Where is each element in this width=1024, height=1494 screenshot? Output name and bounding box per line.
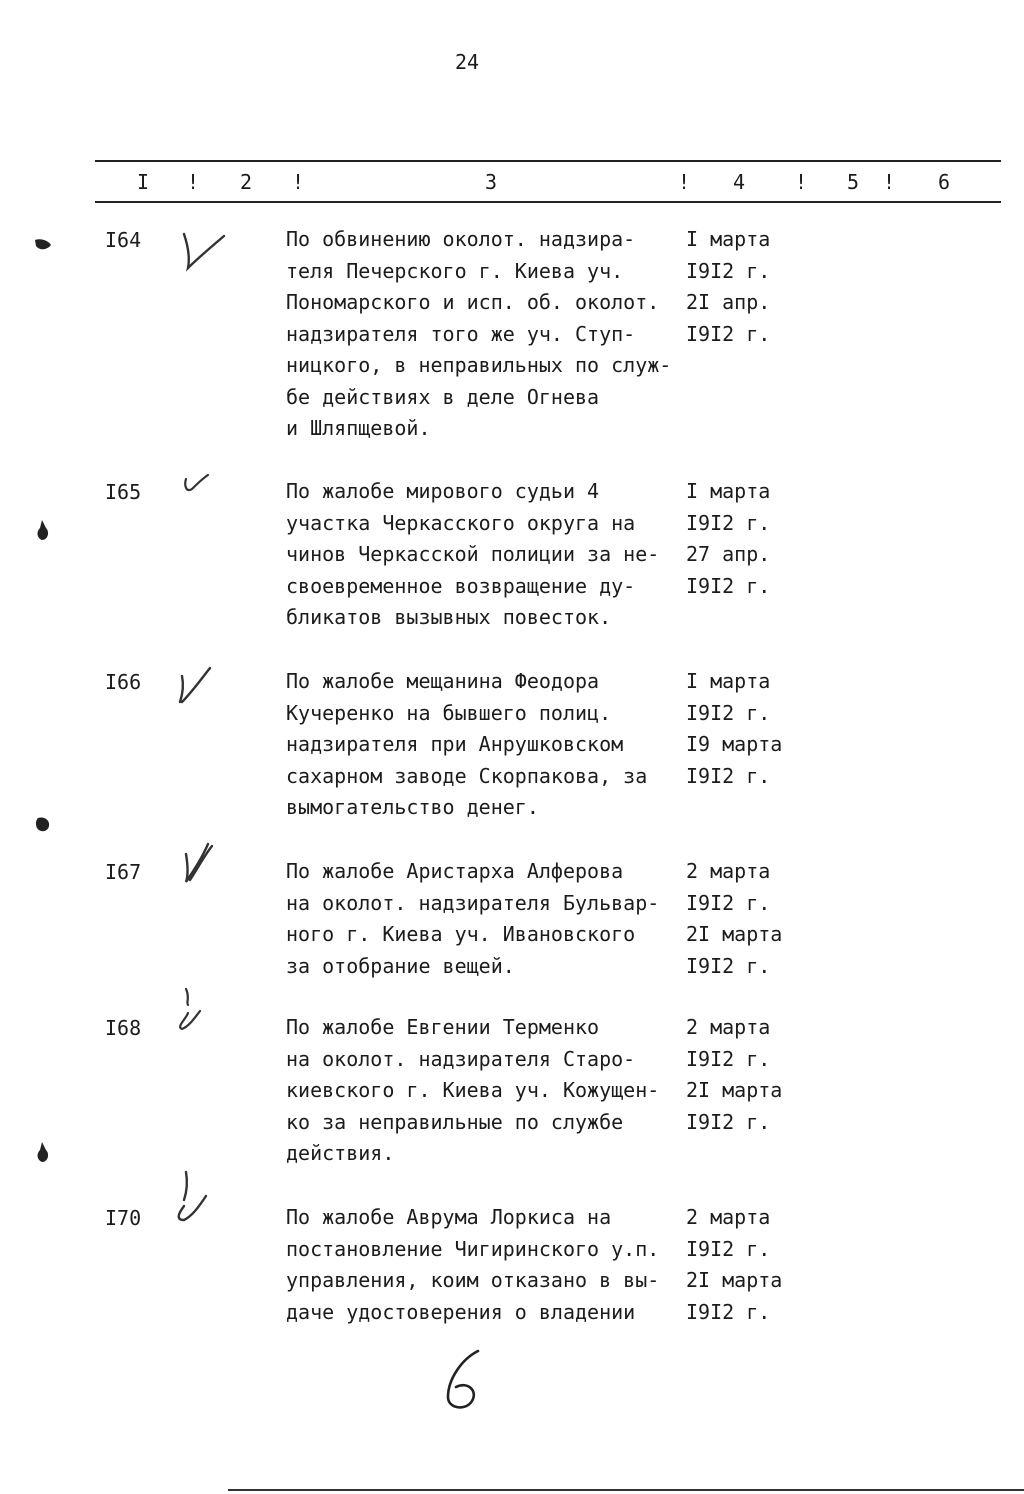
date-line: I9I2 г.: [686, 510, 771, 535]
check-mark-icon: [172, 660, 236, 708]
description-line: По жалобе мирового судьи 4: [286, 479, 600, 503]
header-col-1: I: [137, 170, 150, 194]
binding-hole-icon: [32, 234, 54, 254]
sheet-number-text: 6: [438, 1413, 439, 1414]
entry-description: [286, 476, 696, 634]
date-line: I9I2 г.: [686, 1046, 771, 1071]
header-sep-1: !: [187, 170, 200, 194]
date-line: I марта: [686, 227, 771, 251]
entry-description: [286, 666, 696, 824]
entry-dates: [686, 224, 806, 350]
description-line: на околот. надзирателя Бульвар-: [286, 890, 660, 915]
description-line: управления, коим отказано в вы-: [286, 1268, 660, 1292]
entry-description: [286, 1012, 696, 1170]
description-line: киевского г. Киева уч. Кожущен-: [286, 1078, 660, 1102]
description-line: действия.: [286, 1141, 395, 1165]
check-mark-icon: [172, 840, 236, 888]
footer-rule: [228, 1489, 1024, 1491]
check-mark-icon: [172, 228, 236, 274]
description-line: По жалобе Аристарха Алферова: [286, 859, 624, 883]
date-line: 2I марта: [686, 922, 783, 946]
date-line: I9I2 г.: [686, 763, 771, 788]
header-sep-3: !: [678, 170, 691, 194]
date-line: 2 марта: [686, 859, 771, 883]
description-line: на околот. надзирателя Старо-: [286, 1046, 636, 1071]
description-line: ко за неправильные по службе: [286, 1109, 624, 1134]
binding-hole-icon: [32, 518, 54, 544]
date-line: I марта: [686, 669, 771, 693]
check-mark-icon: [172, 465, 236, 505]
date-line: I9I2 г.: [686, 258, 771, 283]
description-line: По жалобе Евгении Терменко: [286, 1015, 600, 1039]
entry-description: [286, 856, 696, 982]
description-line: своевременное возвращение ду-: [286, 573, 636, 598]
date-line: I9I2 г.: [686, 1299, 771, 1324]
description-line: Кучеренко на бывшего полиц.: [286, 700, 612, 725]
description-line: и Шляпщевой.: [286, 416, 431, 440]
header-sep-2: !: [292, 170, 305, 194]
page-number: 24: [455, 50, 480, 74]
description-line: бликатов вызывных повесток.: [286, 605, 612, 629]
date-line: 2 марта: [686, 1015, 771, 1039]
date-line: 27 апр.: [686, 542, 771, 566]
date-line: I9 марта: [686, 732, 783, 756]
date-line: I9I2 г.: [686, 573, 771, 598]
date-line: 2 марта: [686, 1205, 771, 1229]
header-col-3: 3: [485, 170, 498, 194]
entry-number: I66: [105, 670, 142, 694]
description-line: даче удостоверения о владении: [286, 1299, 636, 1324]
date-line: 2I марта: [686, 1078, 783, 1102]
entry-dates: [686, 666, 806, 792]
check-mark-icon: [172, 985, 236, 1035]
date-line: 2I марта: [686, 1268, 783, 1292]
entry-number: I67: [105, 860, 142, 884]
date-line: I9I2 г.: [686, 321, 771, 346]
date-line: I9I2 г.: [686, 1236, 771, 1261]
description-line: ницкого, в неправильных по служ-: [286, 353, 672, 377]
description-line: ного г. Киева уч. Ивановского: [286, 922, 636, 946]
header-col-5: 5: [847, 170, 860, 194]
entry-dates: [686, 476, 806, 602]
entry-description: [286, 1202, 696, 1328]
binding-hole-icon: [32, 1140, 54, 1166]
header-bottom-rule: [95, 201, 1001, 203]
entry-number: I64: [105, 228, 142, 252]
date-line: I марта: [686, 479, 771, 503]
description-line: сахарном заводе Скорпакова, за: [286, 763, 648, 788]
description-line: Пономарского и исп. об. околот.: [286, 290, 660, 314]
entry-dates: [686, 1012, 806, 1138]
header-sep-5: !: [883, 170, 896, 194]
description-line: за отобрание вещей.: [286, 953, 515, 978]
header-sep-4: !: [795, 170, 808, 194]
description-line: теля Печерского г. Киева уч.: [286, 258, 624, 283]
description-line: вымогательство денег.: [286, 795, 539, 819]
description-line: постановление Чигиринского у.п.: [286, 1236, 660, 1261]
entry-dates: [686, 1202, 806, 1328]
header-col-6: 6: [938, 170, 951, 194]
entry-description: [286, 224, 696, 445]
date-line: I9I2 г.: [686, 700, 771, 725]
description-line: участка Черкасского округа на: [286, 510, 636, 535]
description-line: По жалобе Аврума Лоркиса на: [286, 1205, 612, 1229]
description-line: чинов Черкасской полиции за не-: [286, 542, 660, 566]
header-col-2: 2: [240, 170, 253, 194]
header-col-4: 4: [733, 170, 746, 194]
header-top-rule: [95, 160, 1001, 162]
date-line: I9I2 г.: [686, 890, 771, 915]
check-mark-icon: [172, 1168, 236, 1228]
sheet-number: [438, 1345, 498, 1415]
entry-dates: [686, 856, 806, 982]
description-line: По обвинению околот. надзира-: [286, 227, 636, 251]
entry-number: I68: [105, 1016, 142, 1040]
date-line: 2I апр.: [686, 290, 771, 314]
entry-number: I70: [105, 1206, 142, 1230]
description-line: надзирателя того же уч. Ступ-: [286, 321, 636, 346]
description-line: По жалобе мещанина Феодора: [286, 669, 600, 693]
description-line: бе действиях в деле Огнева: [286, 384, 600, 409]
binding-hole-icon: [32, 812, 54, 836]
date-line: I9I2 г.: [686, 1109, 771, 1134]
entry-number: I65: [105, 480, 142, 504]
date-line: I9I2 г.: [686, 953, 771, 978]
description-line: надзирателя при Анрушковском: [286, 732, 624, 756]
